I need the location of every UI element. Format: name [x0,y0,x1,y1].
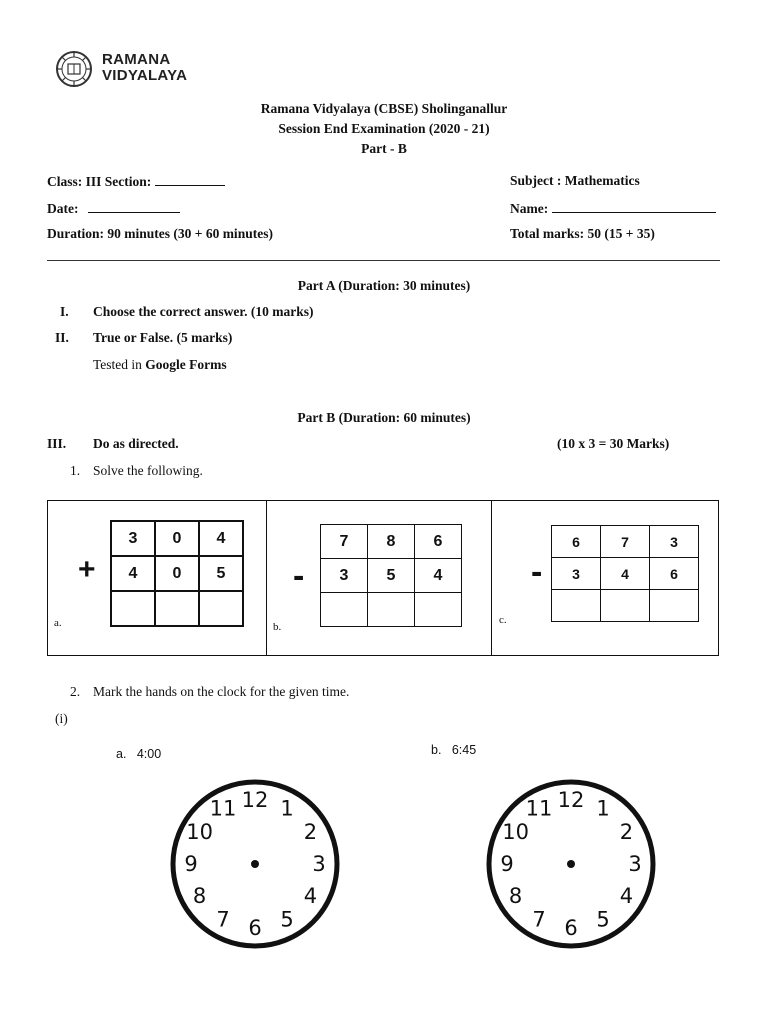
digit-cell: 6 [415,525,462,559]
digit-cell: 6 [650,558,699,590]
clock-face-a[interactable] [170,779,340,949]
name-field [510,200,716,217]
date-label: Date: [47,201,79,216]
clock-number: 1 [280,796,294,821]
clock-number: 10 [186,820,213,844]
minus-operator: - [531,553,543,591]
class-section-label: Class: III Section: [47,174,152,189]
clock-number: 4 [303,884,318,908]
digit-cell: 5 [199,556,243,591]
part-a-note-bold: Google Forms [145,357,227,372]
clock-number: 5 [596,907,610,932]
class-section-field [47,173,225,190]
part-title: Part - B [361,141,407,156]
clock-number: 3 [312,852,326,876]
problem-c-label: c. [499,614,507,626]
clock-number: 7 [532,907,546,932]
digit-cell: 3 [552,558,601,590]
column-divider [491,501,492,655]
clock-number: 4 [619,884,634,908]
section-iii-title: Do as directed. [93,436,179,451]
section-iii-marks: (10 x 3 = 30 Marks) [557,436,670,451]
digit-cell: 3 [650,526,699,558]
clock-number: 12 [241,788,269,812]
clock-a-label: a. [116,747,127,761]
digit-cell: 3 [321,559,368,593]
clock-number: 11 [209,796,237,821]
digit-cell: 0 [155,556,199,591]
digit-cell: 5 [368,559,415,593]
digit-cell: 4 [415,559,462,593]
digit-cell: 4 [199,521,243,556]
q1-text: Solve the following. [93,463,203,478]
clock-number: 1 [596,796,610,821]
clock-number: 8 [192,884,207,908]
problem-a-label: a. [54,617,62,629]
total-marks-label: Total marks: 50 (15 + 35) [510,226,655,241]
answer-cell[interactable] [601,590,650,622]
answer-cell[interactable] [368,593,415,627]
clock-number: 2 [303,820,318,844]
section-blank [155,173,225,186]
problem-b-grid [320,524,462,627]
digit-cell: 4 [111,556,155,591]
date-field [47,200,180,217]
logo-text-line1: RAMANA [102,51,171,68]
school-name: Ramana Vidyalaya (CBSE) Sholinganallur [260,101,508,116]
problem-c-grid [551,525,699,622]
answer-cell[interactable] [199,591,243,626]
clock-number: 5 [280,907,294,932]
clock-b-label: b. [431,743,442,757]
clock-number: 11 [525,796,553,821]
sub-question-label: (i) [55,711,68,726]
problems-table [47,500,719,656]
digit-cell: 3 [111,521,155,556]
answer-cell[interactable] [415,593,462,627]
part-a-item-2-num: II. [55,330,69,345]
clock-a-caption [116,747,161,761]
clock-b-time: 6:45 [451,743,477,757]
clock-number: 12 [557,788,585,812]
answer-cell[interactable] [155,591,199,626]
name-blank [552,200,716,213]
clock-face-b[interactable] [486,779,656,949]
q1-num: 1. [70,463,81,478]
header-divider [47,260,720,261]
answer-cell[interactable] [111,591,155,626]
section-iii-num: III. [47,436,67,451]
clock-number: 10 [502,820,529,844]
digit-cell: 6 [552,526,601,558]
logo-text-line2: VIDYALAYA [102,67,188,84]
clock-number: 6 [564,916,578,940]
q2-num: 2. [70,684,81,699]
part-b-title: Part B (Duration: 60 minutes) [297,410,471,425]
clock-number: 9 [184,852,198,876]
part-a-item-1-num: I. [60,304,69,319]
school-logo [55,50,195,90]
column-divider [266,501,267,655]
part-a-item-1-text: Choose the correct answer. (10 marks) [93,304,314,319]
digit-cell: 7 [321,525,368,559]
plus-operator: + [78,553,96,586]
digit-cell: 0 [155,521,199,556]
clock-number: 6 [248,916,262,940]
clock-number: 7 [216,907,230,932]
minus-operator: - [293,557,305,595]
clock-number: 9 [500,852,514,876]
logo-emblem-icon [55,50,93,88]
clock-a-time: 4:00 [136,747,162,761]
clock-center-dot [567,860,575,868]
duration-label: Duration: 90 minutes (30 + 60 minutes) [47,226,273,241]
digit-cell: 4 [601,558,650,590]
date-blank [88,200,180,213]
part-a-item-2-text: True or False. (5 marks) [93,330,233,345]
answer-cell[interactable] [552,590,601,622]
part-a-note-prefix: Tested in [93,357,142,372]
name-label: Name: [510,201,549,216]
digit-cell: 8 [368,525,415,559]
q2-text: Mark the hands on the clock for the given time. [93,684,350,699]
digit-cell: 7 [601,526,650,558]
part-a-title: Part A (Duration: 30 minutes) [297,278,471,293]
clock-number: 3 [628,852,642,876]
clock-number: 2 [619,820,634,844]
answer-cell[interactable] [321,593,368,627]
part-a-note [93,357,227,373]
clock-b-caption [431,743,476,757]
answer-cell[interactable] [650,590,699,622]
problem-a-grid [110,520,244,627]
problem-b-label: b. [273,621,282,633]
subject-label: Subject : Mathematics [510,173,640,188]
exam-title: Session End Examination (2020 - 21) [278,121,490,136]
clock-number: 8 [508,884,523,908]
clock-center-dot [251,860,259,868]
